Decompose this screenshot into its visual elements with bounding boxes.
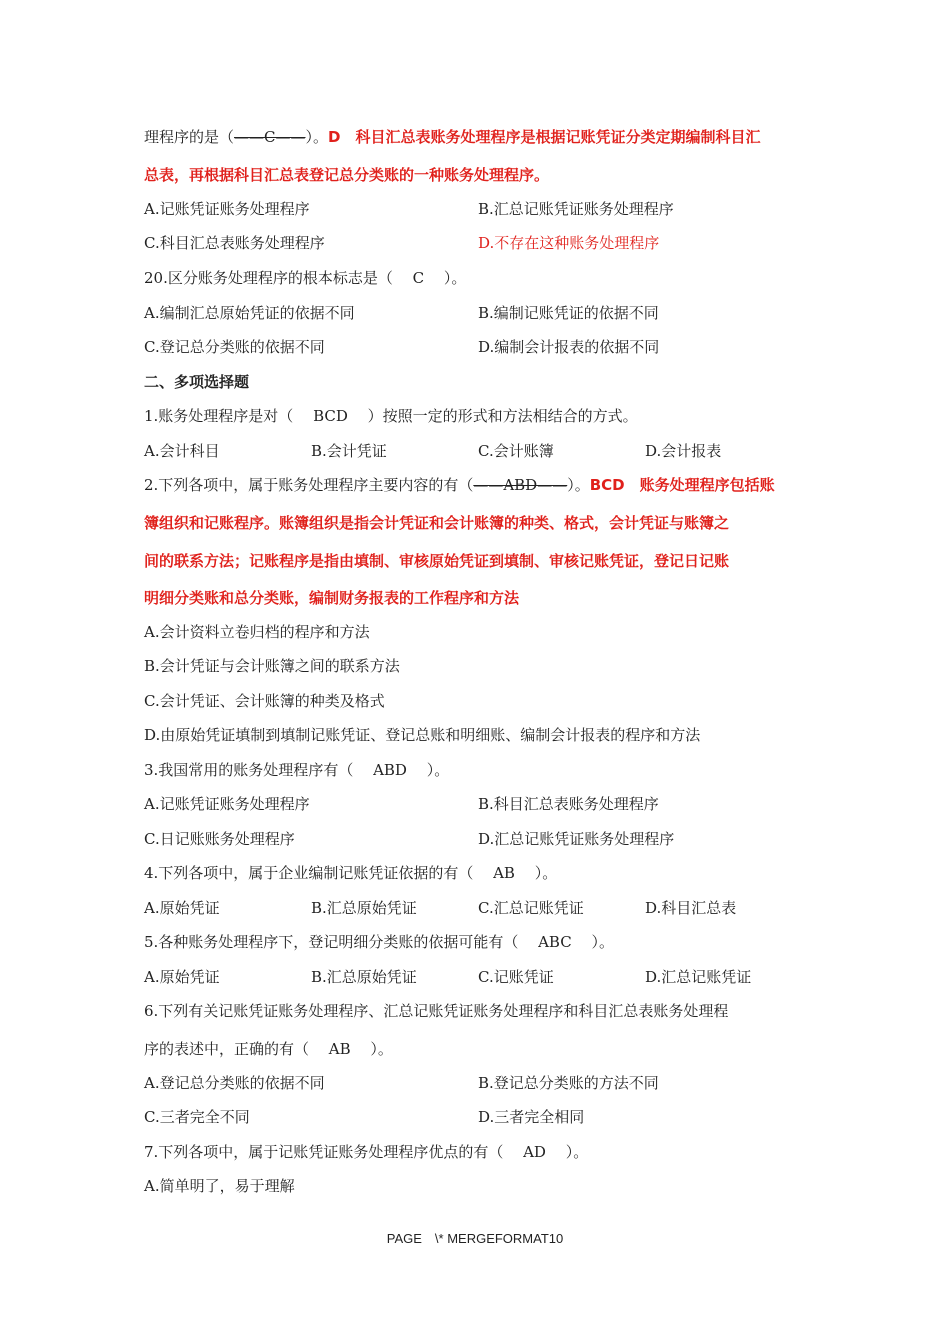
m1-option-c: C.会计账簿 [478,442,554,460]
m3-option-a: A.记账凭证账务处理程序 [144,795,310,813]
q20-option-b: B.编制记账凭证的依据不同 [478,304,659,322]
q20-stem: 20.区分账务处理程序的根本标志是（ C ）。 [144,269,467,287]
page-footer: PAGE \* MERGEFORMAT10 [386,1231,564,1246]
q19-stem-prefix: 理程序的是（ [144,128,235,146]
m6-option-a: A.登记总分类账的依据不同 [144,1074,325,1092]
m4-stem: 4.下列各项中，属于企业编制记账凭证依据的有（ AB ）。 [144,864,558,882]
m1-stem: 1.账务处理程序是对（ BCD ）按照一定的形式和方法相结合的方式。 [144,407,638,425]
m2-answer-note-line2: 簿组织和记账程序。账簿组织是指会计凭证和会计账簿的种类、格式，会计凭证与账簿之 [144,514,730,532]
q20-option-d: D.编制会计报表的依据不同 [478,338,660,356]
q19-option-d-prefix: D. [478,234,495,252]
m4-option-c: C.汇总记账凭证 [478,899,584,917]
q19-options-row2 [144,232,660,254]
q19-option-a: A.记账凭证账务处理程序 [144,200,310,218]
q19-stem-line1 [144,126,760,148]
m7-option-a: A.简单明了，易于理解 [144,1177,295,1195]
m3-options-row2 [144,828,675,850]
m5-option-c: C.记账凭证 [478,968,554,986]
m2-answer-note-line4: 明细分类账和总分类账，编制财务报表的工作程序和方法 [144,589,520,607]
m2-option-b: B.会计凭证与会计账簿之间的联系方法 [144,657,400,675]
m7-stem: 7.下列各项中，属于记账凭证账务处理程序优点的有（ AD ）。 [144,1143,589,1161]
m2-answer-note: BCD 账务处理程序包括账 [589,476,775,494]
q19-answer-note: D 科目汇总表账务处理程序是根据记账凭证分类定期编制科目汇 [328,128,761,146]
q19-option-b: B.汇总记账凭证账务处理程序 [478,200,674,218]
q19-stem-suffix: ）。 [305,128,329,146]
m6-option-c: C.三者完全不同 [144,1108,250,1126]
q19-option-d-text: 不存在这种账务处理程序 [494,234,660,252]
q19-struck-answer: ——C—— [234,128,306,146]
m3-option-b: B.科目汇总表账务处理程序 [478,795,659,813]
m6-stem-line2: 序的表述中，正确的有（ AB ）。 [144,1040,393,1058]
m5-option-d: D.汇总记账凭证 [645,968,752,986]
m1-option-a: A.会计科目 [144,442,220,460]
q20-option-a: A.编制汇总原始凭证的依据不同 [144,304,355,322]
q19-options-row1 [144,198,674,220]
m2-answer-note-line3: 间的联系方法；记账程序是指由填制、审核原始凭证到填制、审核记账凭证，登记日记账 [144,552,730,570]
m4-option-d: D.科目汇总表 [645,899,737,917]
m3-stem: 3.我国常用的账务处理程序有（ ABD ）。 [144,761,450,779]
m6-option-b: B.登记总分类账的方法不同 [478,1074,659,1092]
q20-options-row2 [144,336,660,358]
m6-options-row2 [144,1106,585,1128]
m2-option-a: A.会计资料立卷归档的程序和方法 [144,623,370,641]
m6-option-d: D.三者完全相同 [478,1108,585,1126]
m2-option-c: C.会计凭证、会计账簿的种类及格式 [144,692,385,710]
m2-option-d: D.由原始凭证填制到填制记账凭证、登记总账和明细账、编制会计报表的程序和方法 [144,726,701,744]
m3-option-d: D.汇总记账凭证账务处理程序 [478,830,675,848]
m2-stem-suffix: ）。 [567,476,590,494]
m4-option-a: A.原始凭证 [144,899,220,917]
m5-option-b: B.汇总原始凭证 [311,968,417,986]
q19-option-c: C.科目汇总表账务处理程序 [144,234,325,252]
m2-stem-prefix: 2.下列各项中，属于账务处理程序主要内容的有（ [144,476,474,494]
m1-option-d: D.会计报表 [645,442,722,460]
q19-option-d [478,232,659,254]
q20-options-row1 [144,302,659,324]
m6-options-row1 [144,1072,659,1094]
m5-option-a: A.原始凭证 [144,968,220,986]
q20-option-c: C.登记总分类账的依据不同 [144,338,325,356]
m2-struck-answer: ——ABD—— [473,476,568,494]
m6-stem-line1: 6.下列有关记账凭证账务处理程序、汇总记账凭证账务处理程序和科目汇总表账务处理程 [144,1002,729,1020]
m5-stem: 5.各种账务处理程序下，登记明细分类账的依据可能有（ ABC ）。 [144,933,614,951]
m1-option-b: B.会计凭证 [311,442,387,460]
q19-answer-note-line2: 总表，再根据科目汇总表登记总分类账的一种账务处理程序。 [144,166,550,184]
m4-option-b: B.汇总原始凭证 [311,899,417,917]
m2-stem [144,474,775,496]
section-title-multiple-choice: 二、多项选择题 [144,373,250,391]
m3-options-row1 [144,793,659,815]
m3-option-c: C.日记账账务处理程序 [144,830,295,848]
